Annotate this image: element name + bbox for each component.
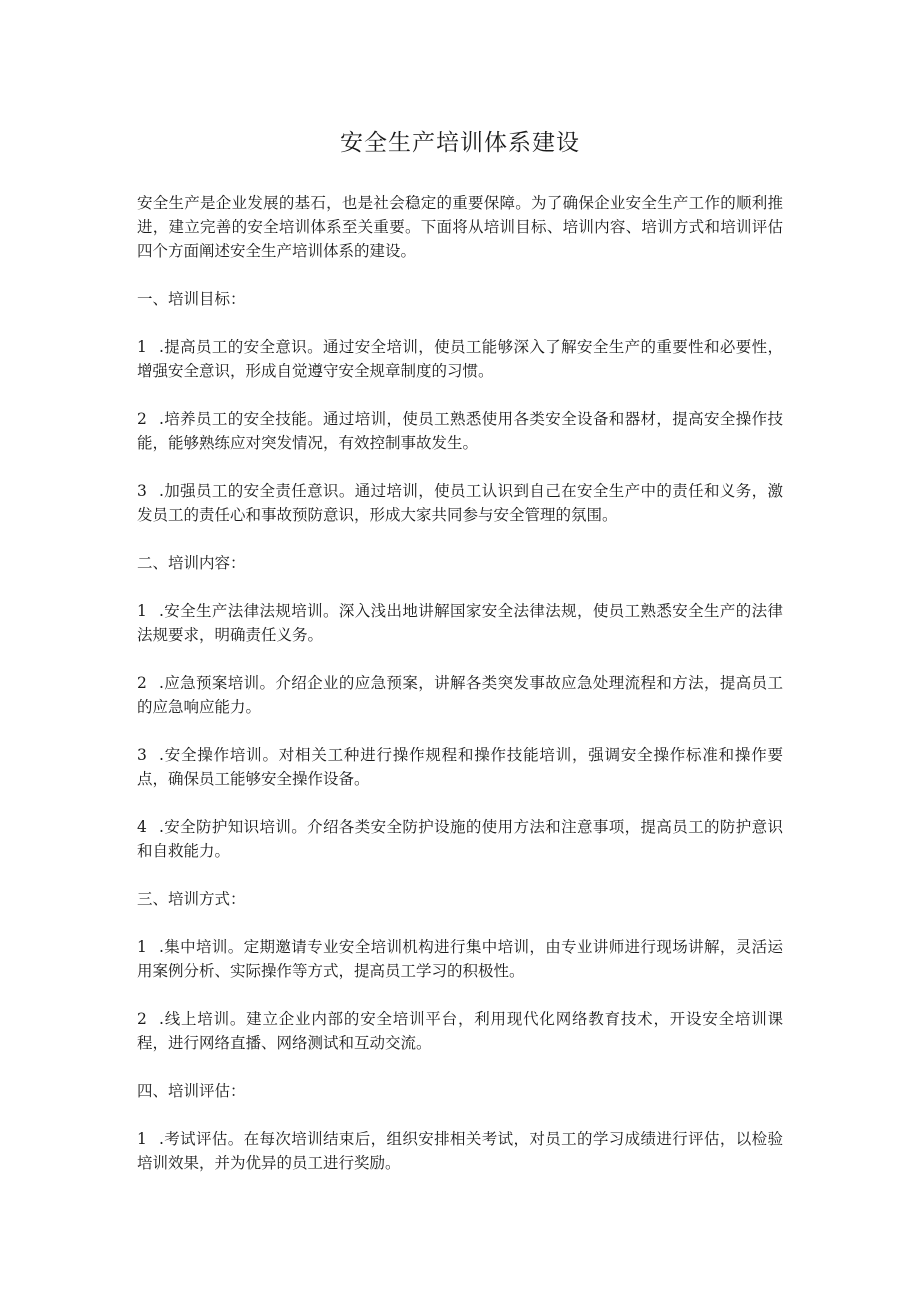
section-heading-methods: 三、培训方式： [137, 890, 246, 908]
list-item [137, 815, 783, 863]
item-text: .应急预案培训。介绍企业的应急预案，讲解各类突发事故应急处理流程和方法，提高员工的应急响应能力。 [137, 674, 783, 716]
item-number: 1 [137, 602, 147, 620]
section-heading-goals: 一、培训目标： [137, 290, 246, 308]
item-number: 1 [137, 338, 147, 356]
item-number: 2 [137, 410, 147, 428]
item-text: .培养员工的安全技能。通过培训，使员工熟悉使用各类安全设备和器材，提高安全操作技能，能够熟练应对突发情况，有效控制事故发生。 [137, 410, 783, 452]
item-number: 2 [137, 674, 147, 692]
list-item [137, 599, 783, 647]
item-text: .提高员工的安全意识。通过安全培训，使员工能够深入了解安全生产的重要性和必要性，增强安全意识，形成自觉遵守安全规章制度的习惯。 [137, 338, 783, 380]
item-text: .线上培训。建立企业内部的安全培训平台，利用现代化网络教育技术，开设安全培训课程，进行网络直播、网络测试和互动交流。 [137, 1010, 783, 1052]
list-item [137, 935, 783, 983]
list-item [137, 407, 783, 455]
list-item [137, 1007, 783, 1055]
item-text: .集中培训。定期邀请专业安全培训机构进行集中培训，由专业讲师进行现场讲解，灵活运用案例分析、实际操作等方式，提高员工学习的积极性。 [137, 938, 783, 980]
list-item [137, 743, 783, 791]
list-item [137, 335, 783, 383]
item-number: 4 [137, 818, 147, 836]
item-text: .考试评估。在每次培训结束后，组织安排相关考试，对员工的学习成绩进行评估，以检验培训效果，并为优异的员工进行奖励。 [137, 1130, 783, 1172]
item-number: 3 [137, 482, 147, 500]
section-heading-content: 二、培训内容： [137, 554, 246, 572]
item-number: 1 [137, 1130, 147, 1148]
section-heading-evaluation: 四、培训评估： [137, 1082, 246, 1100]
list-item [137, 1127, 783, 1175]
item-text: .安全生产法律法规培训。深入浅出地讲解国家安全法律法规，使员工熟悉安全生产的法律法规要求，明确责任义务。 [137, 602, 783, 644]
item-number: 1 [137, 938, 147, 956]
item-text: .安全防护知识培训。介绍各类安全防护设施的使用方法和注意事项，提高员工的防护意识和自救能力。 [137, 818, 783, 860]
item-number: 2 [137, 1010, 147, 1028]
page-title: 安全生产培训体系建设 [340, 130, 580, 156]
list-item [137, 479, 783, 527]
item-text: .加强员工的安全责任意识。通过培训，使员工认识到自己在安全生产中的责任和义务，激发员工的责任心和事故预防意识，形成大家共同参与安全管理的氛围。 [137, 482, 783, 524]
list-item [137, 671, 783, 719]
item-text: .安全操作培训。对相关工种进行操作规程和操作技能培训，强调安全操作标准和操作要点，确保员工能够安全操作设备。 [137, 746, 783, 788]
item-number: 3 [137, 746, 147, 764]
intro-paragraph: 安全生产是企业发展的基石，也是社会稳定的重要保障。为了确保企业安全生产工作的顺利推进，建立完善的安全培训体系至关重要。下面将从培训目标、培训内容、培训方式和培训评估四个方面阐述安全生产培训体系的建设。 [137, 194, 783, 260]
